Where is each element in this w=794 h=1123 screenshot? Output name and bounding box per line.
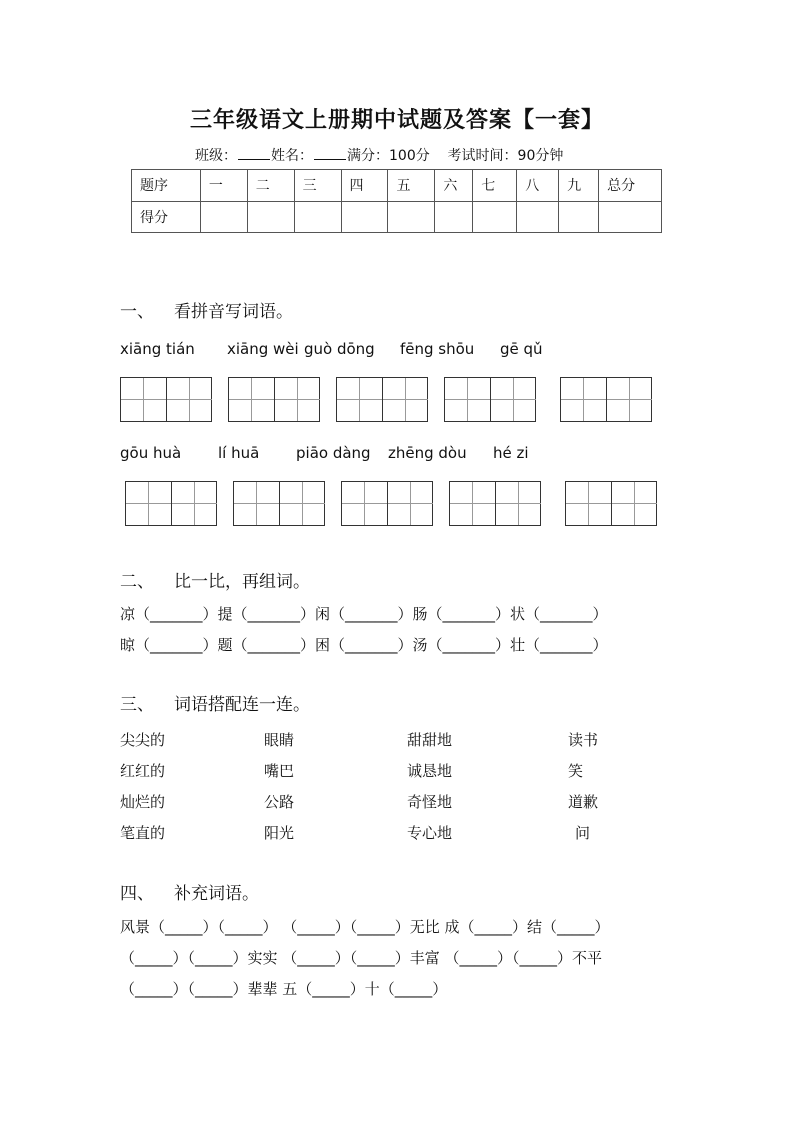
pinyin-4: fēng shōu [400,340,475,358]
match-word[interactable]: 读书 [568,731,599,749]
class-label: 班级： [195,148,237,164]
section3-heading [120,690,310,715]
writing-grid[interactable] [120,377,212,422]
score-cell[interactable] [247,201,294,233]
header-cell: 七 [473,170,517,202]
match-word[interactable]: 眼睛 [264,731,295,749]
pinyin-10: hé zi [493,444,529,462]
section1-heading [120,297,293,322]
match-word[interactable]: 专心地 [407,824,453,842]
fill-line-3: （_____）（_____）辈辈 五（_____）十（_____） [120,980,448,998]
score-table [131,169,662,233]
section4-number: 四、 [120,884,154,904]
score-cell[interactable] [200,201,247,233]
pinyin-7: lí huā [218,444,260,462]
writing-grid[interactable] [341,481,433,526]
writing-grid[interactable] [336,377,428,422]
score-cell[interactable] [599,201,662,233]
match-word[interactable]: 公路 [264,793,295,811]
writing-grid[interactable] [565,481,657,526]
match-word[interactable]: 灿烂的 [120,793,166,811]
name-label: 姓名： [271,148,313,164]
section4-title: 补充词语。 [174,884,259,904]
match-word[interactable]: 嘴巴 [264,762,295,780]
compare-line-2: 晾（_______）题（_______）困（_______）汤（_______）壮（_______） [120,636,608,654]
score-value-row [132,201,662,233]
score-cell[interactable] [517,201,559,233]
header-cell: 三 [294,170,341,202]
header-cell: 九 [559,170,599,202]
exam-meta [195,145,563,165]
section3-number: 三、 [120,695,154,715]
score-cell[interactable] [473,201,517,233]
match-word[interactable]: 道歉 [568,793,599,811]
class-blank[interactable] [238,147,270,160]
score-cell[interactable] [388,201,435,233]
fill-line-2: （_____）（_____）实实 （_____）（_____）丰富 （_____）（_____）不平 [120,949,603,967]
header-cell: 二 [247,170,294,202]
fill-line-1: 风景（_____）（_____） （_____）（_____）无比 成（_____）结（_____） [120,918,610,936]
name-blank[interactable] [314,147,346,160]
writing-grid[interactable] [449,481,541,526]
writing-grid[interactable] [560,377,652,422]
match-word[interactable]: 奇怪地 [407,793,453,811]
match-word[interactable]: 笑 [568,762,584,780]
compare-line-1: 凉（_______）提（_______）闲（_______）肠（_______）状（_______） [120,605,608,623]
section1-title: 看拼音写词语。 [174,302,293,322]
section2-title: 比一比，再组词。 [174,572,310,592]
fullscore-label: 满分：100分 [347,148,430,164]
pinyin-3: guò dōng [304,340,375,358]
header-cell: 四 [341,170,388,202]
header-cell: 八 [517,170,559,202]
match-word[interactable]: 甜甜地 [407,731,453,749]
score-cell[interactable] [294,201,341,233]
writing-grid[interactable] [125,481,217,526]
header-cell: 题序 [132,170,201,202]
section2-heading [120,567,310,592]
pinyin-6: gōu huà [120,444,182,462]
score-row-label: 得分 [132,201,201,233]
score-cell[interactable] [559,201,599,233]
writing-grid[interactable] [228,377,320,422]
match-word[interactable]: 诚恳地 [407,762,453,780]
match-word[interactable]: 红红的 [120,762,166,780]
pinyin-9: zhēng dòu [388,444,467,462]
section3-title: 词语搭配连一连。 [174,695,310,715]
writing-grid[interactable] [233,481,325,526]
header-cell: 五 [388,170,435,202]
match-word[interactable]: 笔直的 [120,824,166,842]
writing-grid[interactable] [444,377,536,422]
match-word[interactable]: 尖尖的 [120,731,166,749]
score-header-row [132,170,662,202]
match-word[interactable]: 阳光 [264,824,295,842]
pinyin-8: piāo dàng [296,444,371,462]
section2-number: 二、 [120,572,154,592]
page-title: 三年级语文上册期中试题及答案【一套】 [189,108,604,133]
time-label: 考试时间：90分钟 [447,148,564,164]
match-word[interactable]: 问 [575,824,591,842]
pinyin-5: gē qǔ [500,340,543,358]
score-cell[interactable] [435,201,473,233]
section1-number: 一、 [120,302,154,322]
header-cell: 总分 [599,170,662,202]
pinyin-2: xiāng wèi [227,340,299,358]
header-cell: 六 [435,170,473,202]
header-cell: 一 [200,170,247,202]
score-cell[interactable] [341,201,388,233]
section4-heading [120,879,259,904]
pinyin-1: xiāng tián [120,340,195,358]
